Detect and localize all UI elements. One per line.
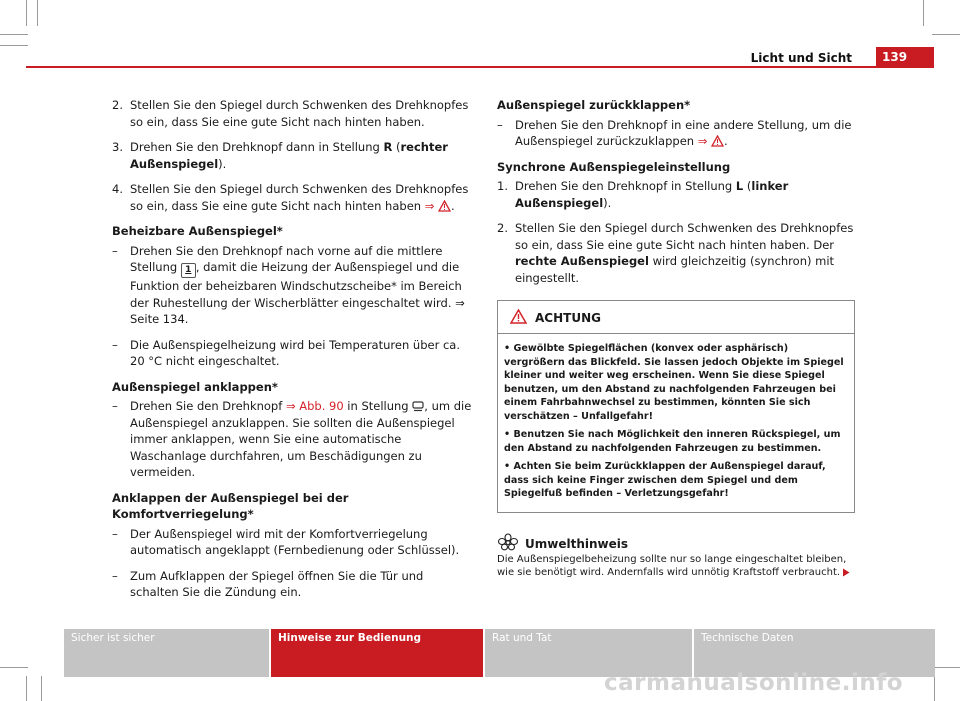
item-text: Drehen Sie den Drehknopf nach vorne auf die mittlere Stellung xyxy=(130,243,443,274)
warning-triangle-icon xyxy=(711,135,724,147)
warning-header xyxy=(498,301,854,334)
left-column xyxy=(112,97,472,610)
sync-step-2 xyxy=(497,220,855,286)
item-text: in Stellung xyxy=(343,399,413,413)
crop-mark xyxy=(41,676,42,701)
continue-arrow-icon xyxy=(842,568,850,577)
warning-reference-link[interactable]: ⇒ xyxy=(424,198,435,213)
position-r: R xyxy=(383,140,393,154)
step-text: Stellen Sie den Spiegel durch Schwenken des Drehknopfes so ein, dass Sie eine gute Sicht nach hinten haben. xyxy=(130,98,469,129)
item-text: Der Außenspiegel wird mit der Komfortverriegelung automatisch angeklappt (Fernbedienung oder Schlüssel). xyxy=(130,526,460,557)
heating-item-2 xyxy=(112,337,472,370)
step-number: 4. xyxy=(112,182,123,196)
dash: – xyxy=(112,526,118,541)
right-column xyxy=(497,97,855,579)
environment-body: Die Außenspiegelbeheizung sollte nur so lange eingeschaltet bleiben, wie sie benötigt wird. Andernfalls wird unnötig Kraftstoff verbraucht. xyxy=(497,553,847,578)
position-l: L xyxy=(735,179,744,193)
step-number: 1. xyxy=(497,179,508,193)
dash: – xyxy=(112,399,118,413)
step-3 xyxy=(112,139,472,172)
lock-item-2 xyxy=(112,568,472,601)
crop-mark xyxy=(26,0,27,26)
figure-reference-link[interactable]: ⇒ Abb. 90 xyxy=(285,399,344,413)
crop-mark xyxy=(0,34,28,35)
step-text: wird gleichzeitig (synchron) mit eingestellt. xyxy=(515,254,835,285)
flower-icon xyxy=(497,533,519,551)
item-text: , damit die Heizung der Außenspiegel und die Funktion der beheizbaren Windschutzscheibe* im Bereich der Ruhestellung der Wischerblätter eingeschaltet wird. ⇒ Seite 134. xyxy=(130,260,465,326)
footer-tab-safety[interactable]: Sicher ist sicher xyxy=(64,629,269,677)
watermark: carmanualsonline.info xyxy=(604,670,904,696)
environment-text xyxy=(497,553,855,579)
item-text: Drehen Sie den Drehknopf in eine andere Stellung, um die Außenspiegel zurückzuklappen xyxy=(515,117,852,148)
mirror-folded-icon xyxy=(412,401,424,412)
step-text: Stellen Sie den Spiegel durch Schwenken des Drehknopfes so ein, dass Sie eine gute Sicht nach hinten haben xyxy=(130,182,469,213)
footer-tab-operation[interactable]: Hinweise zur Bedienung xyxy=(271,629,483,677)
step-4 xyxy=(112,181,472,214)
warning-bullet: • Benutzen Sie nach Möglichkeit den inneren Rückspiegel, um den Abstand zu nachfolgenden Fahrzeugen zu bestimmen. xyxy=(504,429,841,454)
step-2 xyxy=(112,97,472,130)
fold-item-1 xyxy=(112,398,472,481)
step-text: ). xyxy=(603,195,612,210)
crop-mark xyxy=(934,676,935,701)
step-text: Drehen Sie den Drehknopf in Stellung xyxy=(515,179,736,193)
step-text: Stellen Sie den Spiegel durch Schwenken des Drehknopfes so ein, dass Sie eine gute Sicht nach hinten haben. Der xyxy=(515,221,854,252)
heating-heading: Beheizbare Außenspiegel* xyxy=(112,224,283,238)
item-text: . xyxy=(724,134,728,148)
page-number: 139 xyxy=(876,47,934,68)
dash: – xyxy=(497,117,503,132)
section-title: Licht und Sicht xyxy=(750,51,852,65)
dash: – xyxy=(112,337,118,352)
item-text: Drehen Sie den Drehknopf xyxy=(130,399,286,413)
warning-body xyxy=(498,334,854,512)
unfold-heading: Außenspiegel zurückklappen* xyxy=(497,98,691,112)
position-label: linker Außenspiegel xyxy=(515,179,789,210)
step-text: . xyxy=(451,198,455,213)
figure-callout-badge: 1 xyxy=(181,263,196,278)
footer-tab-technical[interactable]: Technische Daten xyxy=(694,629,935,677)
heating-item-1 xyxy=(112,243,472,328)
lock-item-1 xyxy=(112,526,472,559)
footer-tab-advice[interactable]: Rat und Tat xyxy=(485,629,692,677)
emphasis: rechte Außenspiegel xyxy=(515,254,649,268)
dash: – xyxy=(112,243,118,258)
sync-heading: Synchrone Außenspiegeleinstellung xyxy=(497,159,731,174)
dash: – xyxy=(112,568,118,583)
item-text: Zum Aufklappen der Spiegel öffnen Sie die Tür und schalten Sie die Zündung ein. xyxy=(130,568,424,599)
environment-title: Umwelthinweis xyxy=(525,536,629,551)
warning-bullet: • Achten Sie beim Zurückklappen der Außenspiegel darauf, dass sich keine Finger zwischen dem Spiegel und dem Spiegelfuß befinden – Verletzungsgefahr! xyxy=(504,461,826,499)
crop-mark xyxy=(0,45,28,46)
sync-step-1 xyxy=(497,178,855,211)
warning-bullet: • Gewölbte Spiegelflächen (konvex oder asphärisch) vergrößern das Blickfeld. Sie lassen jedoch Objekte im Spiegel kleiner und weiter weg erscheinen. Wenn Sie diese Spiegel benutzen, um den Abstand zu nachfolgenden Fahrzeugen bei einem Fahrbahnwechsel zu bestimmen, könnten Sie sich verschätzen – Unfallgefahr! xyxy=(504,343,844,422)
fold-heading: Außenspiegel anklappen* xyxy=(112,379,278,394)
position-label: rechter Außenspiegel xyxy=(130,140,448,171)
lock-heading: Anklappen der Außenspiegel bei der Komfortverriegelung* xyxy=(112,490,349,521)
crop-mark xyxy=(923,0,924,26)
warning-triangle-icon xyxy=(438,200,451,212)
warning-title: ACHTUNG xyxy=(535,311,601,325)
step-number: 2. xyxy=(497,221,508,235)
item-text: , um die Außenspiegel anzuklappen. Sie sollten die Außenspiegel immer anklappen, wenn Sie eine automatische Waschanlage durchfahren, um Beschädigungen zu vermeiden. xyxy=(130,399,472,479)
environment-header xyxy=(497,533,855,551)
crop-mark xyxy=(37,0,38,26)
warning-triangle-icon xyxy=(510,309,527,324)
warning-box xyxy=(497,300,855,513)
unfold-item-1 xyxy=(497,117,855,150)
step-text: ( xyxy=(743,179,752,193)
step-text: ). xyxy=(218,156,227,171)
step-number: 2. xyxy=(112,98,123,112)
header-rule xyxy=(26,66,876,68)
crop-mark xyxy=(932,34,960,35)
crop-mark xyxy=(26,676,27,701)
crop-mark xyxy=(932,667,960,668)
step-text: Drehen Sie den Drehknopf dann in Stellung xyxy=(130,140,384,154)
step-text: ( xyxy=(392,140,401,154)
crop-mark xyxy=(0,667,28,668)
step-number: 3. xyxy=(112,140,123,154)
item-text: Die Außenspiegelheizung wird bei Temperaturen über ca. 20 °C nicht eingeschaltet. xyxy=(130,337,460,368)
warning-reference-link[interactable]: ⇒ xyxy=(697,134,708,148)
